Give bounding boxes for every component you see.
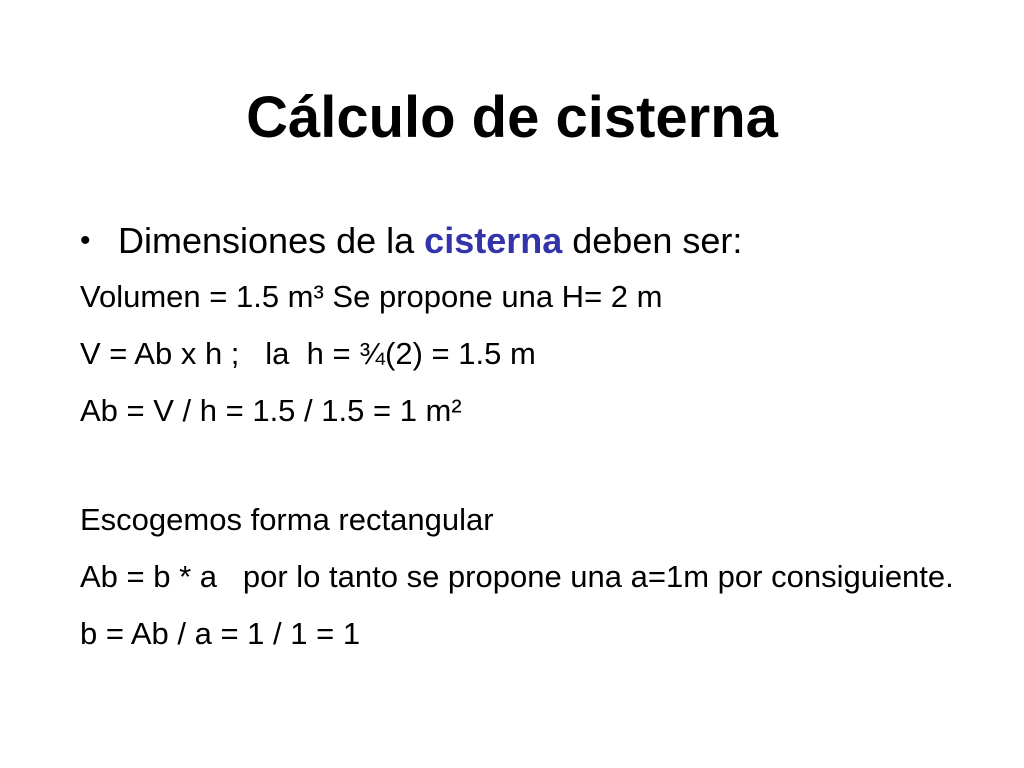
base-area-line: Ab = V / h = 1.5 / 1.5 = 1 m² xyxy=(80,393,462,428)
slide-content xyxy=(80,216,960,655)
highlight-word: cisterna xyxy=(424,220,563,261)
bullet-text-start: Dimensiones de la xyxy=(118,220,425,261)
dimension-proposal-line: Ab = b * a por lo tanto se propone una a=1m por consiguiente. xyxy=(80,559,954,594)
volume-line: Volumen = 1.5 m³ Se propone una H= 2 m xyxy=(80,279,663,314)
shape-choice-line: Escogemos forma rectangular xyxy=(80,502,494,537)
bullet-text-end: deben ser: xyxy=(562,220,743,261)
width-result-line: b = Ab / a = 1 / 1 = 1 xyxy=(80,616,361,651)
slide-title: Cálculo de cisterna xyxy=(246,85,778,150)
bullet-item xyxy=(80,216,960,266)
volume-formula-line: V = Ab x h ; la h = ¾(2) = 1.5 m xyxy=(80,336,536,371)
bullet-marker: • xyxy=(80,224,91,257)
spacer xyxy=(80,432,960,484)
